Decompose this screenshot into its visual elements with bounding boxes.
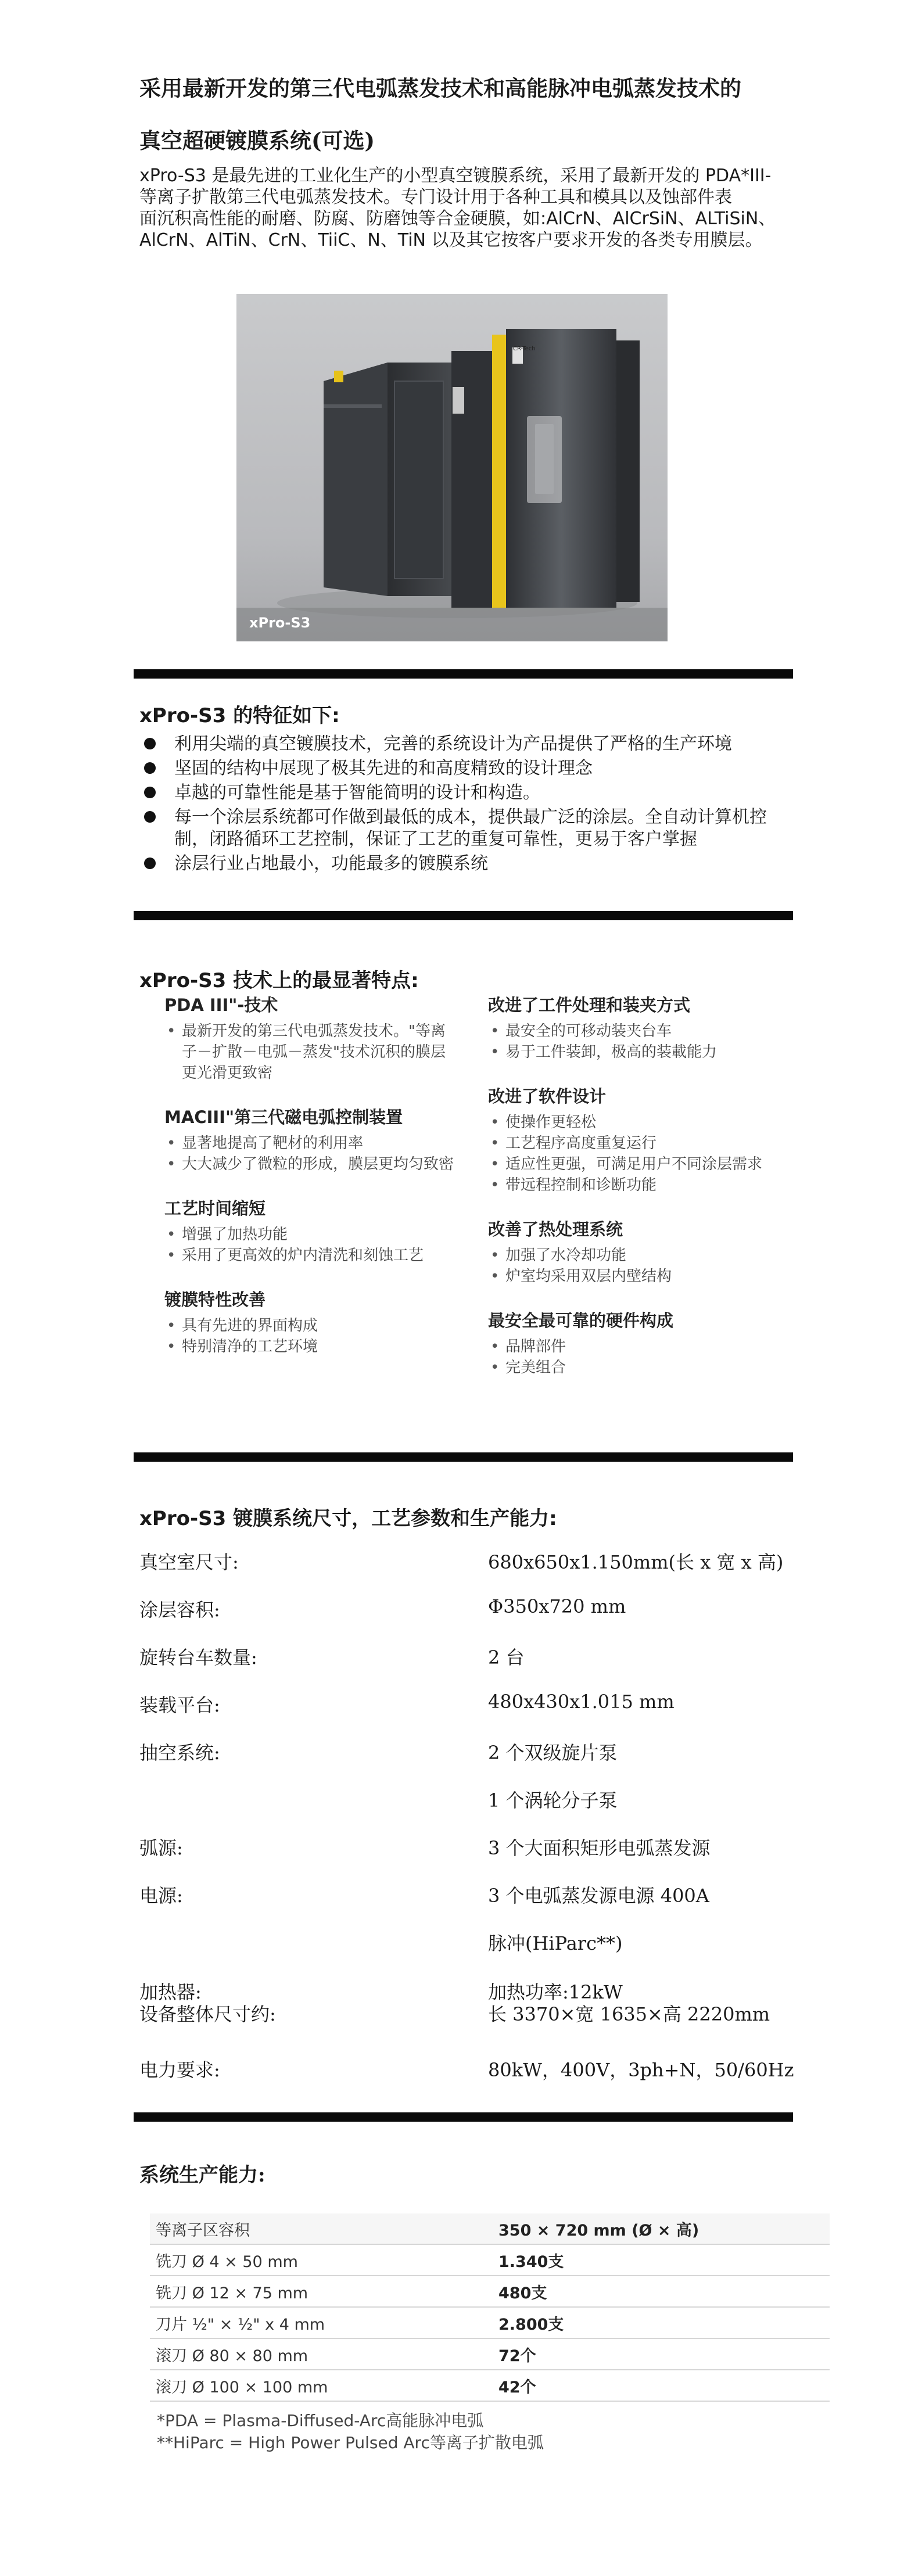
footnotes bbox=[157, 2410, 544, 2454]
advantage-group bbox=[488, 1084, 779, 1196]
spec-label: 涂层容积: bbox=[139, 1599, 220, 1621]
advantage-group bbox=[164, 1287, 455, 1357]
list-item: 卓越的可靠性能是基于智能简明的设计和构造。 bbox=[139, 782, 790, 804]
list-item: • 带远程控制和诊断功能 bbox=[488, 1175, 779, 1196]
bullet-icon bbox=[144, 811, 156, 823]
spec-value: 3 个大面积矩形电弧蒸发源 bbox=[488, 1837, 711, 1859]
spec-label: 装载平台: bbox=[139, 1694, 220, 1716]
list-item: • 加强了水冷却功能 bbox=[488, 1245, 779, 1266]
table-cell: 72个 bbox=[487, 2338, 830, 2370]
advantage-group-title: 改进了工件处理和装夹方式 bbox=[488, 995, 691, 1015]
table-cell: 350 × 720 mm (Ø × 高) bbox=[487, 2213, 830, 2244]
table-row bbox=[150, 2307, 830, 2338]
advantage-group-title: 最安全最可靠的硬件构成 bbox=[488, 1311, 674, 1330]
brand-label: CR-Tech bbox=[513, 346, 536, 352]
spec-label: 电源: bbox=[139, 1885, 183, 1907]
spec-label: 弧源: bbox=[139, 1837, 183, 1859]
spec-label: 真空室尺寸: bbox=[139, 1551, 239, 1573]
spec-label: 加热器: bbox=[139, 1981, 202, 2003]
section-divider bbox=[134, 2112, 793, 2122]
advantages-left-column bbox=[164, 992, 455, 1378]
advantage-group bbox=[164, 1104, 455, 1175]
advantages-title: xPro-S3 技术上的最显著特点: bbox=[139, 969, 419, 992]
table-cell: 等离子区容积 bbox=[150, 2213, 487, 2244]
section-divider bbox=[134, 1452, 793, 1462]
advantage-group-title: MACIII"第三代磁电弧控制装置 bbox=[164, 1107, 403, 1127]
list-item: 每一个涂层系统都可作做到最低的成本，提供最广泛的涂层。全自动计算机控制，闭路循环工艺控制，保证了工艺的重复可靠性，更易于客户掌握 bbox=[139, 806, 790, 851]
spec-label: 设备整体尺寸约: bbox=[139, 2003, 276, 2025]
advantage-group-title: 改进了软件设计 bbox=[488, 1086, 607, 1106]
intro-line: 等离子扩散第三代电弧蒸发技术。专门设计用于各种工具和模具以及蚀部件表 bbox=[139, 187, 732, 207]
intro-paragraph bbox=[139, 165, 790, 251]
spec-label: 电力要求: bbox=[139, 2059, 220, 2081]
list-item: 坚固的结构中展现了极其先进的和高度精致的设计理念 bbox=[139, 758, 790, 780]
spec-value: 2 个双级旋片泵 bbox=[488, 1742, 618, 1764]
spec-value: Φ350x720 mm bbox=[488, 1595, 626, 1617]
list-item: 利用尖端的真空镀膜技术，完善的系统设计为产品提供了严格的生产环境 bbox=[139, 733, 790, 755]
list-item: • 使操作更轻松 bbox=[488, 1112, 779, 1133]
table-cell: 42个 bbox=[487, 2370, 830, 2401]
capacity-title: 系统生产能力: bbox=[139, 2164, 266, 2187]
spec-value: 3 个电弧蒸发源电源 400A bbox=[488, 1885, 709, 1907]
spec-value: 680x650x1.150mm(长 x 宽 x 高) bbox=[488, 1551, 784, 1573]
intro-line: AlCrN、AlTiN、CrN、TiiC、N、TiN 以及其它按客户要求开发的各类专用膜层。 bbox=[139, 230, 763, 250]
specs-title: xPro-S3 镀膜系统尺寸，工艺参数和生产能力: bbox=[139, 1507, 557, 1530]
advantage-group bbox=[488, 992, 779, 1063]
features-list bbox=[139, 733, 790, 877]
table-row bbox=[150, 2276, 830, 2307]
spec-value: 80kW，400V，3ph+N，50/60Hz bbox=[488, 2059, 794, 2081]
list-item: • 炉室均采用双层内壁结构 bbox=[488, 1266, 779, 1287]
advantage-group bbox=[488, 1308, 779, 1378]
list-item: • 特别清净的工艺环境 bbox=[164, 1336, 455, 1357]
list-item: • 大大减少了微粒的形成，膜层更均匀致密 bbox=[164, 1154, 455, 1175]
section-divider bbox=[134, 669, 793, 679]
table-cell: 2.800支 bbox=[487, 2307, 830, 2338]
advantage-group-title: PDA III"-技术 bbox=[164, 995, 278, 1015]
spec-value: 长 3370×宽 1635×高 2220mm bbox=[488, 2003, 770, 2025]
spec-value: 1 个涡轮分子泵 bbox=[488, 1789, 618, 1811]
table-row bbox=[150, 2370, 830, 2401]
list-item: • 最安全的可移动装夹台车 bbox=[488, 1021, 779, 1042]
machine-photo bbox=[236, 294, 668, 641]
spec-label: 抽空系统: bbox=[139, 1742, 220, 1764]
table-cell: 滚刀 Ø 100 × 100 mm bbox=[150, 2370, 487, 2401]
spec-value: 脉冲(HiParc**) bbox=[488, 1932, 623, 1954]
table-cell: 滚刀 Ø 80 × 80 mm bbox=[150, 2338, 487, 2370]
advantage-group bbox=[164, 1196, 455, 1266]
bullet-icon bbox=[144, 738, 156, 749]
spec-label: 旋转台车数量: bbox=[139, 1646, 257, 1669]
table-row bbox=[150, 2213, 830, 2244]
photo-caption: xPro-S3 bbox=[249, 615, 311, 631]
list-item: • 采用了更高效的炉内清洗和刻蚀工艺 bbox=[164, 1245, 455, 1266]
footnote: **HiParc = High Power Pulsed Arc等离子扩散电弧 bbox=[157, 2433, 544, 2452]
advantage-group-title: 改善了热处理系统 bbox=[488, 1219, 623, 1239]
list-item: 涂层行业占地最小，功能最多的镀膜系统 bbox=[139, 853, 790, 875]
bullet-icon bbox=[144, 787, 156, 798]
spec-value: 加热功率:12kW bbox=[488, 1981, 623, 2003]
advantage-group-title: 镀膜特性改善 bbox=[164, 1290, 266, 1309]
advantage-group bbox=[164, 992, 455, 1084]
list-item: • 具有先进的界面构成 bbox=[164, 1315, 455, 1336]
page-title-line2: 真空超硬镀膜系统(可选) bbox=[139, 128, 375, 153]
list-item: • 品牌部件 bbox=[488, 1336, 779, 1357]
list-item: • 工艺程序高度重复运行 bbox=[488, 1133, 779, 1154]
list-item: • 显著地提高了靶材的利用率 bbox=[164, 1133, 455, 1154]
advantage-group bbox=[488, 1217, 779, 1287]
section-divider bbox=[134, 911, 793, 920]
spec-value: 2 台 bbox=[488, 1646, 525, 1669]
advantages-right-column bbox=[488, 992, 779, 1399]
table-cell: 1.340支 bbox=[487, 2244, 830, 2276]
table-row bbox=[150, 2244, 830, 2276]
page-title-line1: 采用最新开发的第三代电弧蒸发技术和高能脉冲电弧蒸发技术的 bbox=[139, 76, 741, 101]
capacity-table bbox=[150, 2213, 830, 2402]
table-cell: 刀片 ½" × ½" x 4 mm bbox=[150, 2307, 487, 2338]
list-item: • 最新开发的第三代电弧蒸发技术。"等离子－扩散－电弧－蒸发"技术沉积的膜层更光滑更致密 bbox=[164, 1021, 455, 1084]
bullet-icon bbox=[144, 858, 156, 869]
machine-illustration bbox=[236, 294, 668, 641]
intro-line: 面沉积高性能的耐磨、防腐、防磨蚀等合金硬膜，如:AlCrN、AlCrSiN、ALTiSiN、 bbox=[139, 209, 776, 229]
list-item: • 易于工件装卸，极高的装載能力 bbox=[488, 1042, 779, 1063]
advantage-group-title: 工艺时间缩短 bbox=[164, 1199, 266, 1218]
list-item: • 适应性更强，可满足用户不同涂层需求 bbox=[488, 1154, 779, 1175]
intro-line: xPro-S3 是最先进的工业化生产的小型真空镀膜系统，采用了最新开发的 PDA*III- bbox=[139, 166, 772, 186]
list-item: • 增强了加热功能 bbox=[164, 1224, 455, 1245]
table-cell: 铣刀 Ø 4 × 50 mm bbox=[150, 2244, 487, 2276]
bullet-icon bbox=[144, 762, 156, 774]
footnote: *PDA = Plasma-Diffused-Arc高能脉冲电弧 bbox=[157, 2411, 484, 2430]
table-cell: 铣刀 Ø 12 × 75 mm bbox=[150, 2276, 487, 2307]
features-title: xPro-S3 的特征如下: bbox=[139, 704, 340, 727]
table-row bbox=[150, 2338, 830, 2370]
list-item: • 完美组合 bbox=[488, 1357, 779, 1378]
table-cell: 480支 bbox=[487, 2276, 830, 2307]
spec-value: 480x430x1.015 mm bbox=[488, 1691, 675, 1713]
